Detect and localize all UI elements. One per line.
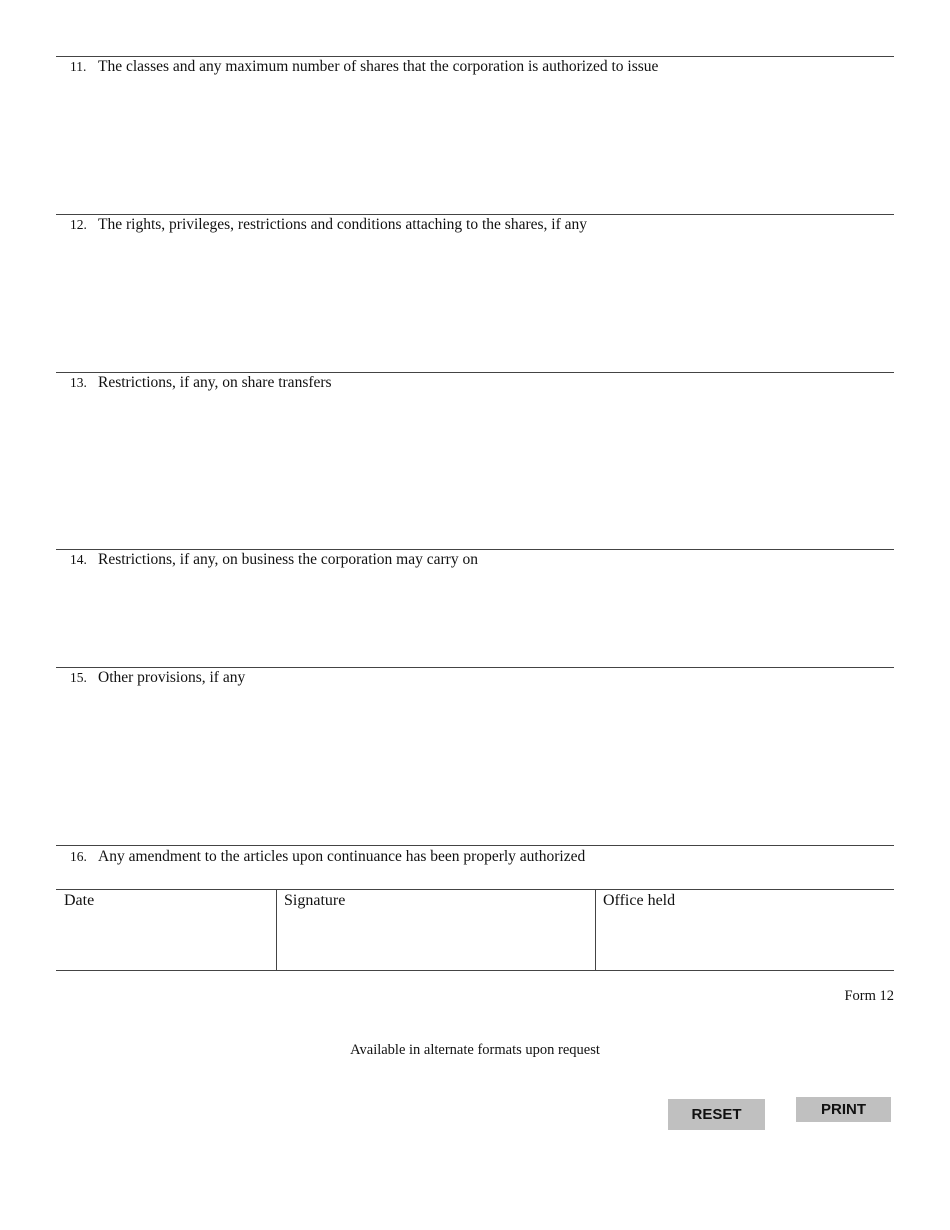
signature-table <box>56 889 894 971</box>
office-held-cell[interactable] <box>595 890 894 970</box>
section-12-rule <box>56 214 894 215</box>
section-14-rule <box>56 549 894 550</box>
section-text: The classes and any maximum number of shares that the corporation is authorized to issue <box>98 58 659 75</box>
form-number: Form 12 <box>844 988 894 1004</box>
section-text: Restrictions, if any, on share transfers <box>98 374 332 391</box>
section-11-heading <box>70 58 658 76</box>
section-14-heading <box>70 551 478 569</box>
section-12-answer-field[interactable] <box>56 238 898 372</box>
section-text: Other provisions, if any <box>98 669 246 686</box>
section-text: Any amendment to the articles upon continuance has been properly authorized <box>98 848 586 865</box>
section-11-rule <box>56 56 894 57</box>
date-label: Date <box>64 892 95 909</box>
section-13-answer-field[interactable] <box>56 396 898 550</box>
section-12-heading <box>70 216 587 234</box>
section-13-heading <box>70 374 332 392</box>
section-number: 13. <box>70 375 87 390</box>
office-held-label: Office held <box>603 892 676 909</box>
section-text: The rights, privileges, restrictions and conditions attaching to the shares, if any <box>98 216 587 233</box>
alternate-formats-notice: Available in alternate formats upon request <box>350 1042 600 1058</box>
signature-label: Signature <box>284 892 346 909</box>
section-15-heading <box>70 669 245 687</box>
section-number: 14. <box>70 552 87 567</box>
section-13-rule <box>56 372 894 373</box>
section-number: 16. <box>70 849 87 864</box>
section-15-rule <box>56 667 894 668</box>
section-11-answer-field[interactable] <box>56 80 898 214</box>
section-number: 15. <box>70 670 87 685</box>
section-14-answer-field[interactable] <box>56 573 898 667</box>
print-button[interactable]: PRINT <box>796 1097 891 1122</box>
section-text: Restrictions, if any, on business the corporation may carry on <box>98 551 478 568</box>
section-15-answer-field[interactable] <box>56 691 898 845</box>
section-16-heading <box>70 848 585 866</box>
section-number: 12. <box>70 217 87 232</box>
reset-button[interactable]: RESET <box>668 1099 765 1130</box>
signature-cell[interactable] <box>276 890 595 970</box>
section-number: 11. <box>70 59 87 74</box>
section-16-rule <box>56 845 894 846</box>
date-cell[interactable] <box>56 890 276 970</box>
